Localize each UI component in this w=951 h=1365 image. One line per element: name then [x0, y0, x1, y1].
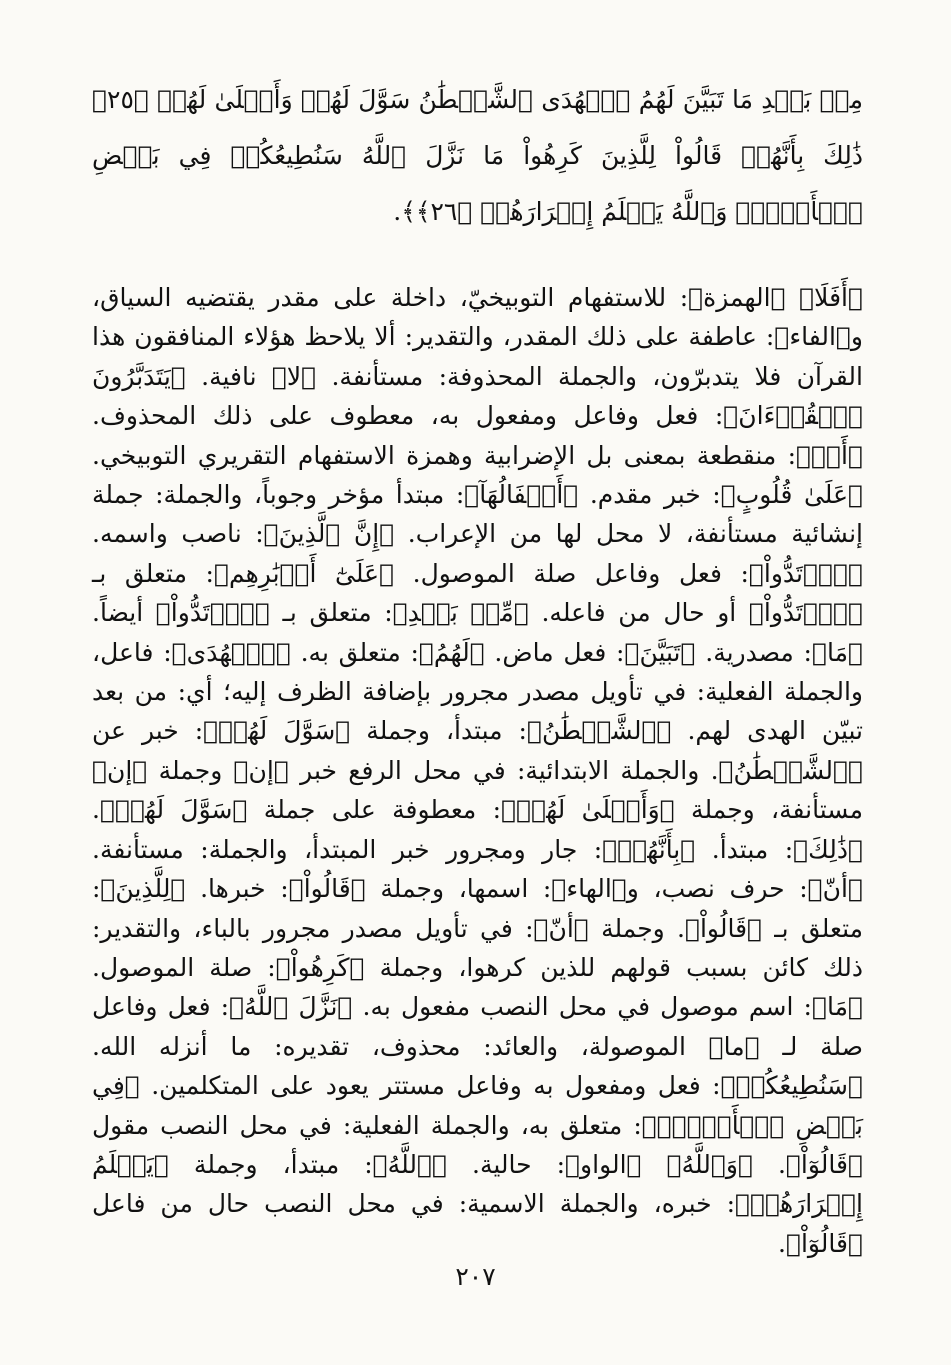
- quran-verse: مِنۢ بَعۡدِ مَا تَبَيَّنَ لَهُمُ ٱلۡهُدَى ٱلشَّيۡطَٰنُ سَوَّلَ لَهُمۡ وَأَمۡلَىٰ لَهُمۡ ﴿٢٥﴾ ذَٰلِكَ بِأَنَّهُمۡ قَالُواْ لِلَّذِينَ كَرِهُواْ مَا نَزَّلَ ٱللَّهُ سَنُطِيعُكُمۡ فِي بَعۡضِ ٱلۡأَمۡرِۖ وَٱللَّهُ يَعۡلَمُ إِسۡرَارَهُمۡ ﴿٢٦﴾﴾.: [92, 85, 863, 226]
- page-number: ٢٠٧: [455, 1262, 496, 1291]
- grammar-paragraph: ﴿أَفَلَا﴾ ﴿الهمزة﴾: للاستفهام التوبيخيّ، داخلة على مقدر يقتضيه السياق، و﴿الفاء﴾: عاطفة على ذلك المقدر، والتقدير: ألا يلاحظ هؤلاء المنافقون هذا القرآن فلا يتدبرّون، والجملة المحذوفة: مستأنفة. ﴿لا﴾ نافية. ﴿يَتَدَبَّرُونَ ٱلۡقُرۡءَانَ﴾: فعل وفاعل ومفعول به، معطوف على ذلك المحذوف. ﴿أَمۡ﴾: منقطعة بمعنى بل الإضرابية وهمزة الاستفهام التقريري التوبيخي. ﴿عَلَىٰ قُلُوبٍ﴾: خبر مقدم. ﴿أَقۡفَالُهَآ﴾: مبتدأ مؤخر وجوباً، والجملة: جملة إنشائية مستأنفة، لا محل لها من الإعراب. ﴿إِنَّ ٱلَّذِينَ﴾: ناصب واسمه. ﴿ٱرۡتَدُّواْ﴾: فعل وفاعل صلة الموصول. ﴿عَلَىٰٓ أَدۡبَٰرِهِم﴾: متعلق بـ ﴿ٱرۡتَدُّواْ﴾ أو حال من فاعله. ﴿مِّنۢ بَعۡدِ﴾: متعلق بـ ﴿ٱرۡتَدُّواْ﴾ أيضاً. ﴿مَا﴾: مصدرية. ﴿تَبَيَّنَ﴾: فعل ماض. ﴿لَهُمُ﴾: متعلق به. ﴿ٱلۡهُدَى﴾: فاعل، والجملة الفعلية: في تأويل مصدر مجرور بإضافة الظرف إليه؛ أي: من بعد تبيّن الهدى لهم. ﴿ٱلشَّيۡطَٰنُ﴾: مبتدأ، وجملة ﴿سَوَّلَ لَهُمۡ﴾: خبر عن ﴿ٱلشَّيۡطَٰنُ﴾. والجملة الابتدائية: في محل الرفع خبر ﴿إن﴾ وجملة ﴿إن﴾ مستأنفة، وجملة ﴿وَأَمۡلَىٰ لَهُمۡ﴾: معطوفة على جملة ﴿سَوَّلَ لَهُمۡ﴾. ﴿ذَٰلِكَ﴾: مبتدأ. ﴿بِأَنَّهُمۡ﴾: جار ومجرور خبر المبتدأ، والجملة: مستأنفة. ﴿أنّ﴾: حرف نصب، و﴿الهاء﴾: اسمها، وجملة ﴿قَالُواْ﴾: خبرها. ﴿لِلَّذِينَ﴾: متعلق بـ ﴿قَالُواْ﴾. وجملة ﴿أنّ﴾: في تأويل مصدر مجرور بالباء، والتقدير: ذلك كائن بسبب قولهم للذين كرهوا، وجملة ﴿كَرِهُواْ﴾: صلة الموصول. ﴿مَا﴾: اسم موصول في محل النصب مفعول به. ﴿نَزَّلَ ٱللَّهُ﴾: فعل وفاعل صلة لـ ﴿ما﴾ الموصولة، والعائد: محذوف، تقديره: ما أنزله الله. ﴿سَنُطِيعُكُمۡ﴾: فعل ومفعول به وفاعل مستتر يعود على المتكلمين. ﴿فِي بَعۡضِ ٱلۡأَمۡرِۖ﴾: متعلق به، والجملة الفعلية: في محل النصب مقول ﴿قَالُوٓاْ﴾. ﴿وَٱللَّهُ﴾ ﴿الواو﴾: حالية. ﴿ٱللَّهُ﴾: مبتدأ، وجملة ﴿يَعۡلَمُ إِسۡرَارَهُمۡ﴾: خبره، والجملة الاسمية: في محل النصب حال من فاعل ﴿قَالُوٓاْ﴾.: [92, 283, 863, 1258]
